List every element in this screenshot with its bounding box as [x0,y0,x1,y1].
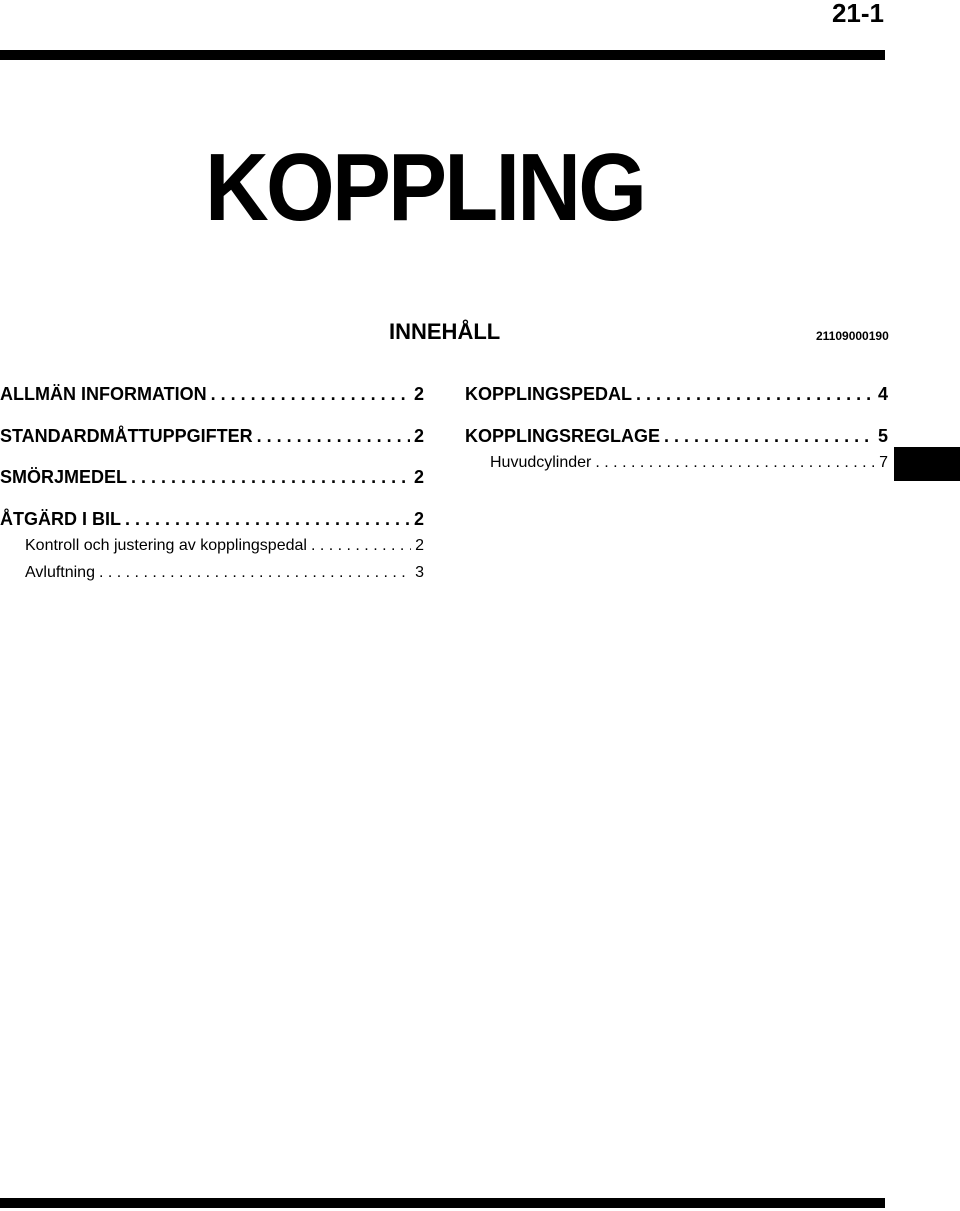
toc-leader [99,563,411,583]
toc-entry-label: KOPPLINGSREGLAGE [465,426,661,446]
toc-entry-label: SMÖRJMEDEL [0,467,128,487]
toc-leader [131,466,410,488]
toc-leader [125,508,410,530]
toc-entry-standardmattuppgifter[interactable] [0,425,424,447]
toc-entry-label: ALLMÄN INFORMATION [0,384,207,404]
page-number: 21-1 [831,0,884,28]
top-rule [0,50,885,60]
toc-entry-page: 5 [877,426,888,446]
section-tab-marker [894,447,960,481]
toc-entry-label: Huvudcylinder [490,454,592,471]
toc-entry-huvudcylinder[interactable] [465,453,888,473]
toc-entry-allman-information[interactable] [0,383,424,405]
toc-entry-label: STANDARDMÅTTUPPGIFTER [0,426,253,446]
toc-entry-page: 2 [415,537,424,554]
bottom-rule [0,1198,885,1208]
toc-leader [595,453,875,473]
toc-entry-atgard-i-bil[interactable] [0,508,424,530]
toc-entry-page: 4 [877,384,888,404]
toc-leader [211,383,410,405]
document-code: 21109000190 [816,329,889,343]
contents-heading: INNEHÅLL [389,319,501,344]
toc-entry-avluftning[interactable] [0,563,424,583]
chapter-title: KOPPLING [205,134,645,241]
toc-entry-page: 7 [879,454,888,471]
toc-leader [311,536,411,556]
toc-leader [664,425,874,447]
toc-entry-kontroll-och-justering[interactable] [0,536,424,556]
toc-entry-label: ÅTGÄRD I BIL [0,509,121,529]
toc-entry-kopplingspedal[interactable] [465,383,888,405]
toc-leader [257,425,410,447]
toc-entry-label: Avluftning [25,564,95,581]
toc-entry-smorjmedel[interactable] [0,466,424,488]
toc-entry-page: 3 [415,564,424,581]
toc-entry-label: KOPPLINGSPEDAL [465,384,633,404]
toc-entry-kopplingsreglage[interactable] [465,425,888,447]
toc-leader [636,383,874,405]
toc-entry-page: 2 [413,509,424,529]
toc-entry-label: Kontroll och justering av kopplingspedal [25,537,307,554]
toc-entry-page: 2 [413,467,424,487]
toc-entry-page: 2 [413,384,424,404]
toc-entry-page: 2 [413,426,424,446]
